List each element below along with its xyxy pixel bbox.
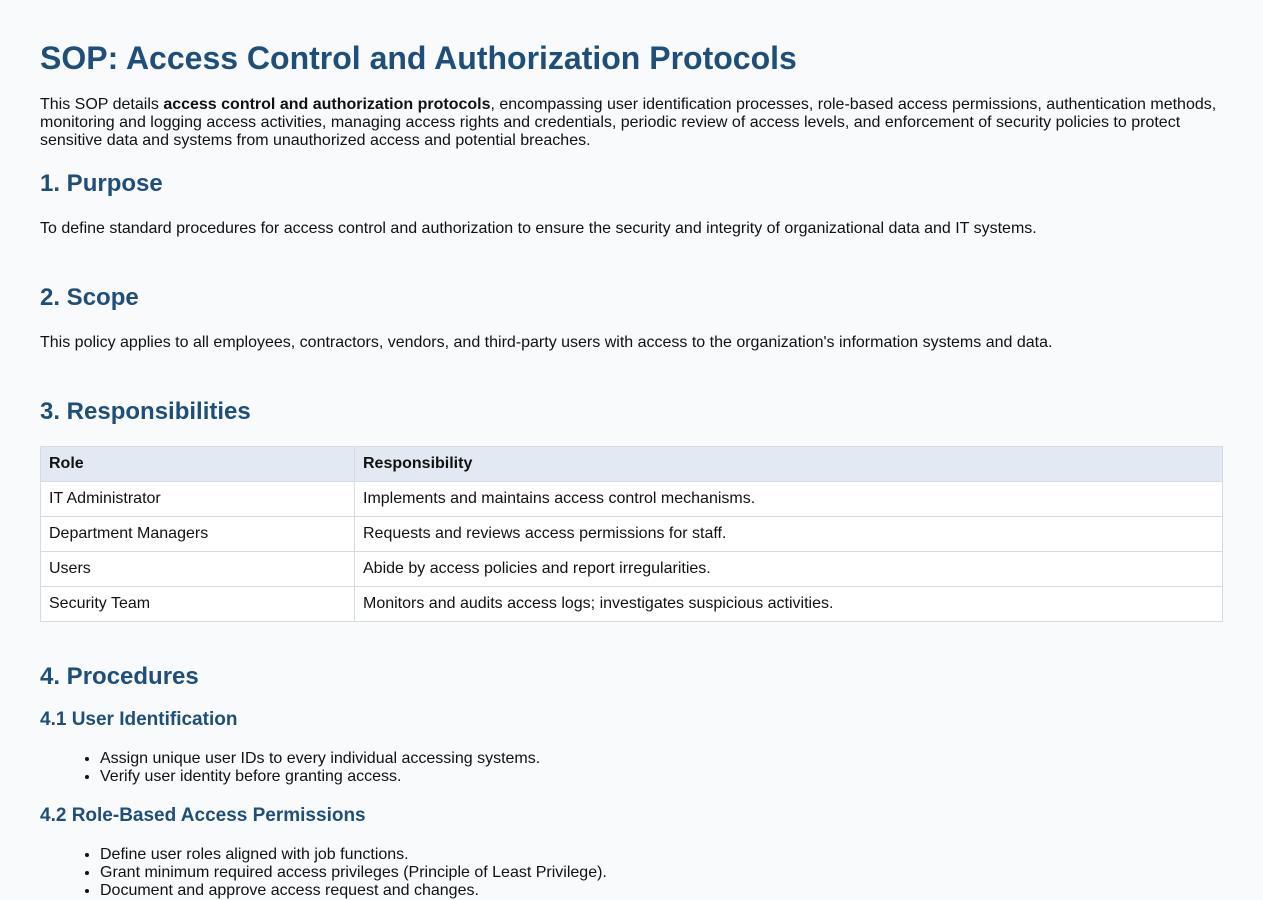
table-row [41, 517, 1223, 552]
page-title: SOP: Access Control and Authorization Protocols [40, 40, 797, 76]
rbac-heading: 4.2 Role-Based Access Permissions [40, 805, 366, 826]
table-row [41, 587, 1223, 622]
list-item: • Assign unique user IDs to every individual accessing systems. [100, 750, 1223, 768]
list-item: • Document and approve access request and changes. [100, 882, 1223, 900]
role-cell: Users [41, 552, 355, 587]
responsibility-cell: Implements and maintains access control mechanisms. [355, 482, 1223, 517]
responsibility-cell: Requests and reviews access permissions for staff. [355, 517, 1223, 552]
scope-text: This policy applies to all employees, contractors, vendors, and third-party users with access to the organization's information systems and data. [40, 334, 1053, 351]
user-identification-list [40, 750, 1223, 786]
rbac-list [40, 846, 1223, 900]
role-cell: Department Managers [41, 517, 355, 552]
table-row [41, 482, 1223, 517]
table-row [41, 552, 1223, 587]
role-cell: Security Team [41, 587, 355, 622]
intro-prefix: This SOP details [40, 96, 164, 113]
purpose-text: To define standard procedures for access control and authorization to ensure the security and integrity of organizational data and IT systems. [40, 220, 1037, 237]
responsibilities-heading: 3. Responsibilities [40, 398, 251, 425]
purpose-heading: 1. Purpose [40, 170, 163, 197]
column-header-responsibility: Responsibility [355, 447, 1223, 482]
user-identification-heading: 4.1 User Identification [40, 709, 238, 730]
responsibility-cell: Monitors and audits access logs; investigates suspicious activities. [355, 587, 1223, 622]
intro-suffix: , encompassing user identification processes, role-based access permissions, authentication methods, monitoring and logging access activities, managing access rights and credentials, periodic review of access levels, and enforcement of security policies to protect sensitive data and systems from unauthorized access and potential breaches. [40, 96, 1217, 149]
list-item: • Verify user identity before granting access. [100, 768, 1223, 786]
intro-bold: access control and authorization protocols [163, 96, 491, 113]
scope-heading: 2. Scope [40, 284, 139, 311]
role-cell: IT Administrator [41, 482, 355, 517]
list-item: • Define user roles aligned with job functions. [100, 846, 1223, 864]
column-header-role: Role [41, 447, 355, 482]
responsibility-cell: Abide by access policies and report irregularities. [355, 552, 1223, 587]
list-item: • Grant minimum required access privileges (Principle of Least Privilege). [100, 864, 1223, 882]
intro-paragraph [40, 96, 1223, 150]
procedures-heading: 4. Procedures [40, 663, 199, 690]
responsibilities-table [40, 446, 1223, 622]
table-header-row [41, 447, 1223, 482]
